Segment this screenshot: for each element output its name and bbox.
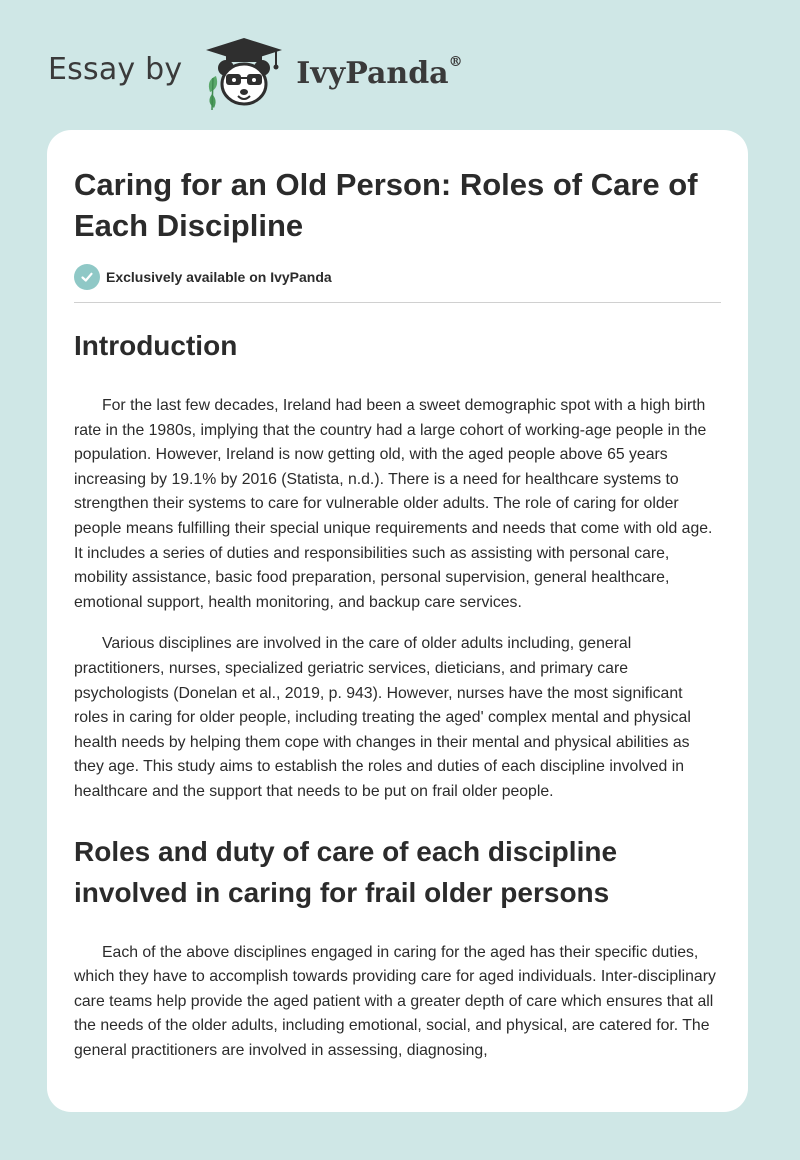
paragraph: Each of the above disciplines engaged in caring for the aged has their specific duties, which they have to accomplish towards providing care for aged individuals. Inter-disciplinary care teams help provide the aged patient with a greater depth of care which ensures that all the needs of the older adults, including emotional, social, and physical, are catered for. The general practitioners are involved in assessing, diagnosing, — [74, 943, 716, 1059]
section-heading-roles: Roles and duty of care of each discipline involved in caring for frail older persons — [74, 835, 618, 908]
trademark-symbol: ® — [448, 53, 463, 70]
paragraph: Various disciplines are involved in the care of older adults including, general practitioners, nurses, specialized geriatric services, dieticians, and primary care psychologists (Donelan et al., 2019, p. 943). However, nurses have the most significant roles in caring for older people, including treating the aged' complex mental and physical health needs by helping them cope with changes in their mental and physical abilities as they age. This study aims to establish the roles and duties of each discipline involved in healthcare and the support that needs to be put on frail older people. — [74, 635, 691, 800]
section-heading-introduction: Introduction — [74, 330, 238, 361]
exclusive-badge-text: Exclusively available on IvyPanda — [106, 269, 332, 285]
essay-title: Caring for an Old Person: Roles of Care of Each Discipline — [74, 167, 698, 243]
check-icon — [74, 264, 100, 290]
exclusive-badge — [74, 264, 721, 290]
site-header — [48, 32, 463, 112]
brand-name: IvyPanda® — [296, 53, 463, 91]
divider — [74, 302, 721, 303]
essay-by-label: Essay by — [48, 51, 183, 87]
essay-card — [47, 130, 748, 1112]
paragraph: For the last few decades, Ireland had been a sweet demographic spot with a high birth rate in the 1980s, implying that the country had a large cohort of working-age people in the population. However, Ireland is now getting old, with the aged people above 65 years increasing by 19.1% by 2016 (Statista, n.d.). There is a need for healthcare systems to strengthen their systems to care for vulnerable older adults. The role of caring for older people means fulfilling their special unique requirements and needs that come with old age. It includes a series of duties and responsibilities such as assisting with personal care, mobility assistance, basic food preparation, personal supervision, general healthcare, emotional support, health monitoring, and backup care services. — [74, 397, 713, 611]
panda-logo-icon[interactable] — [196, 32, 292, 112]
